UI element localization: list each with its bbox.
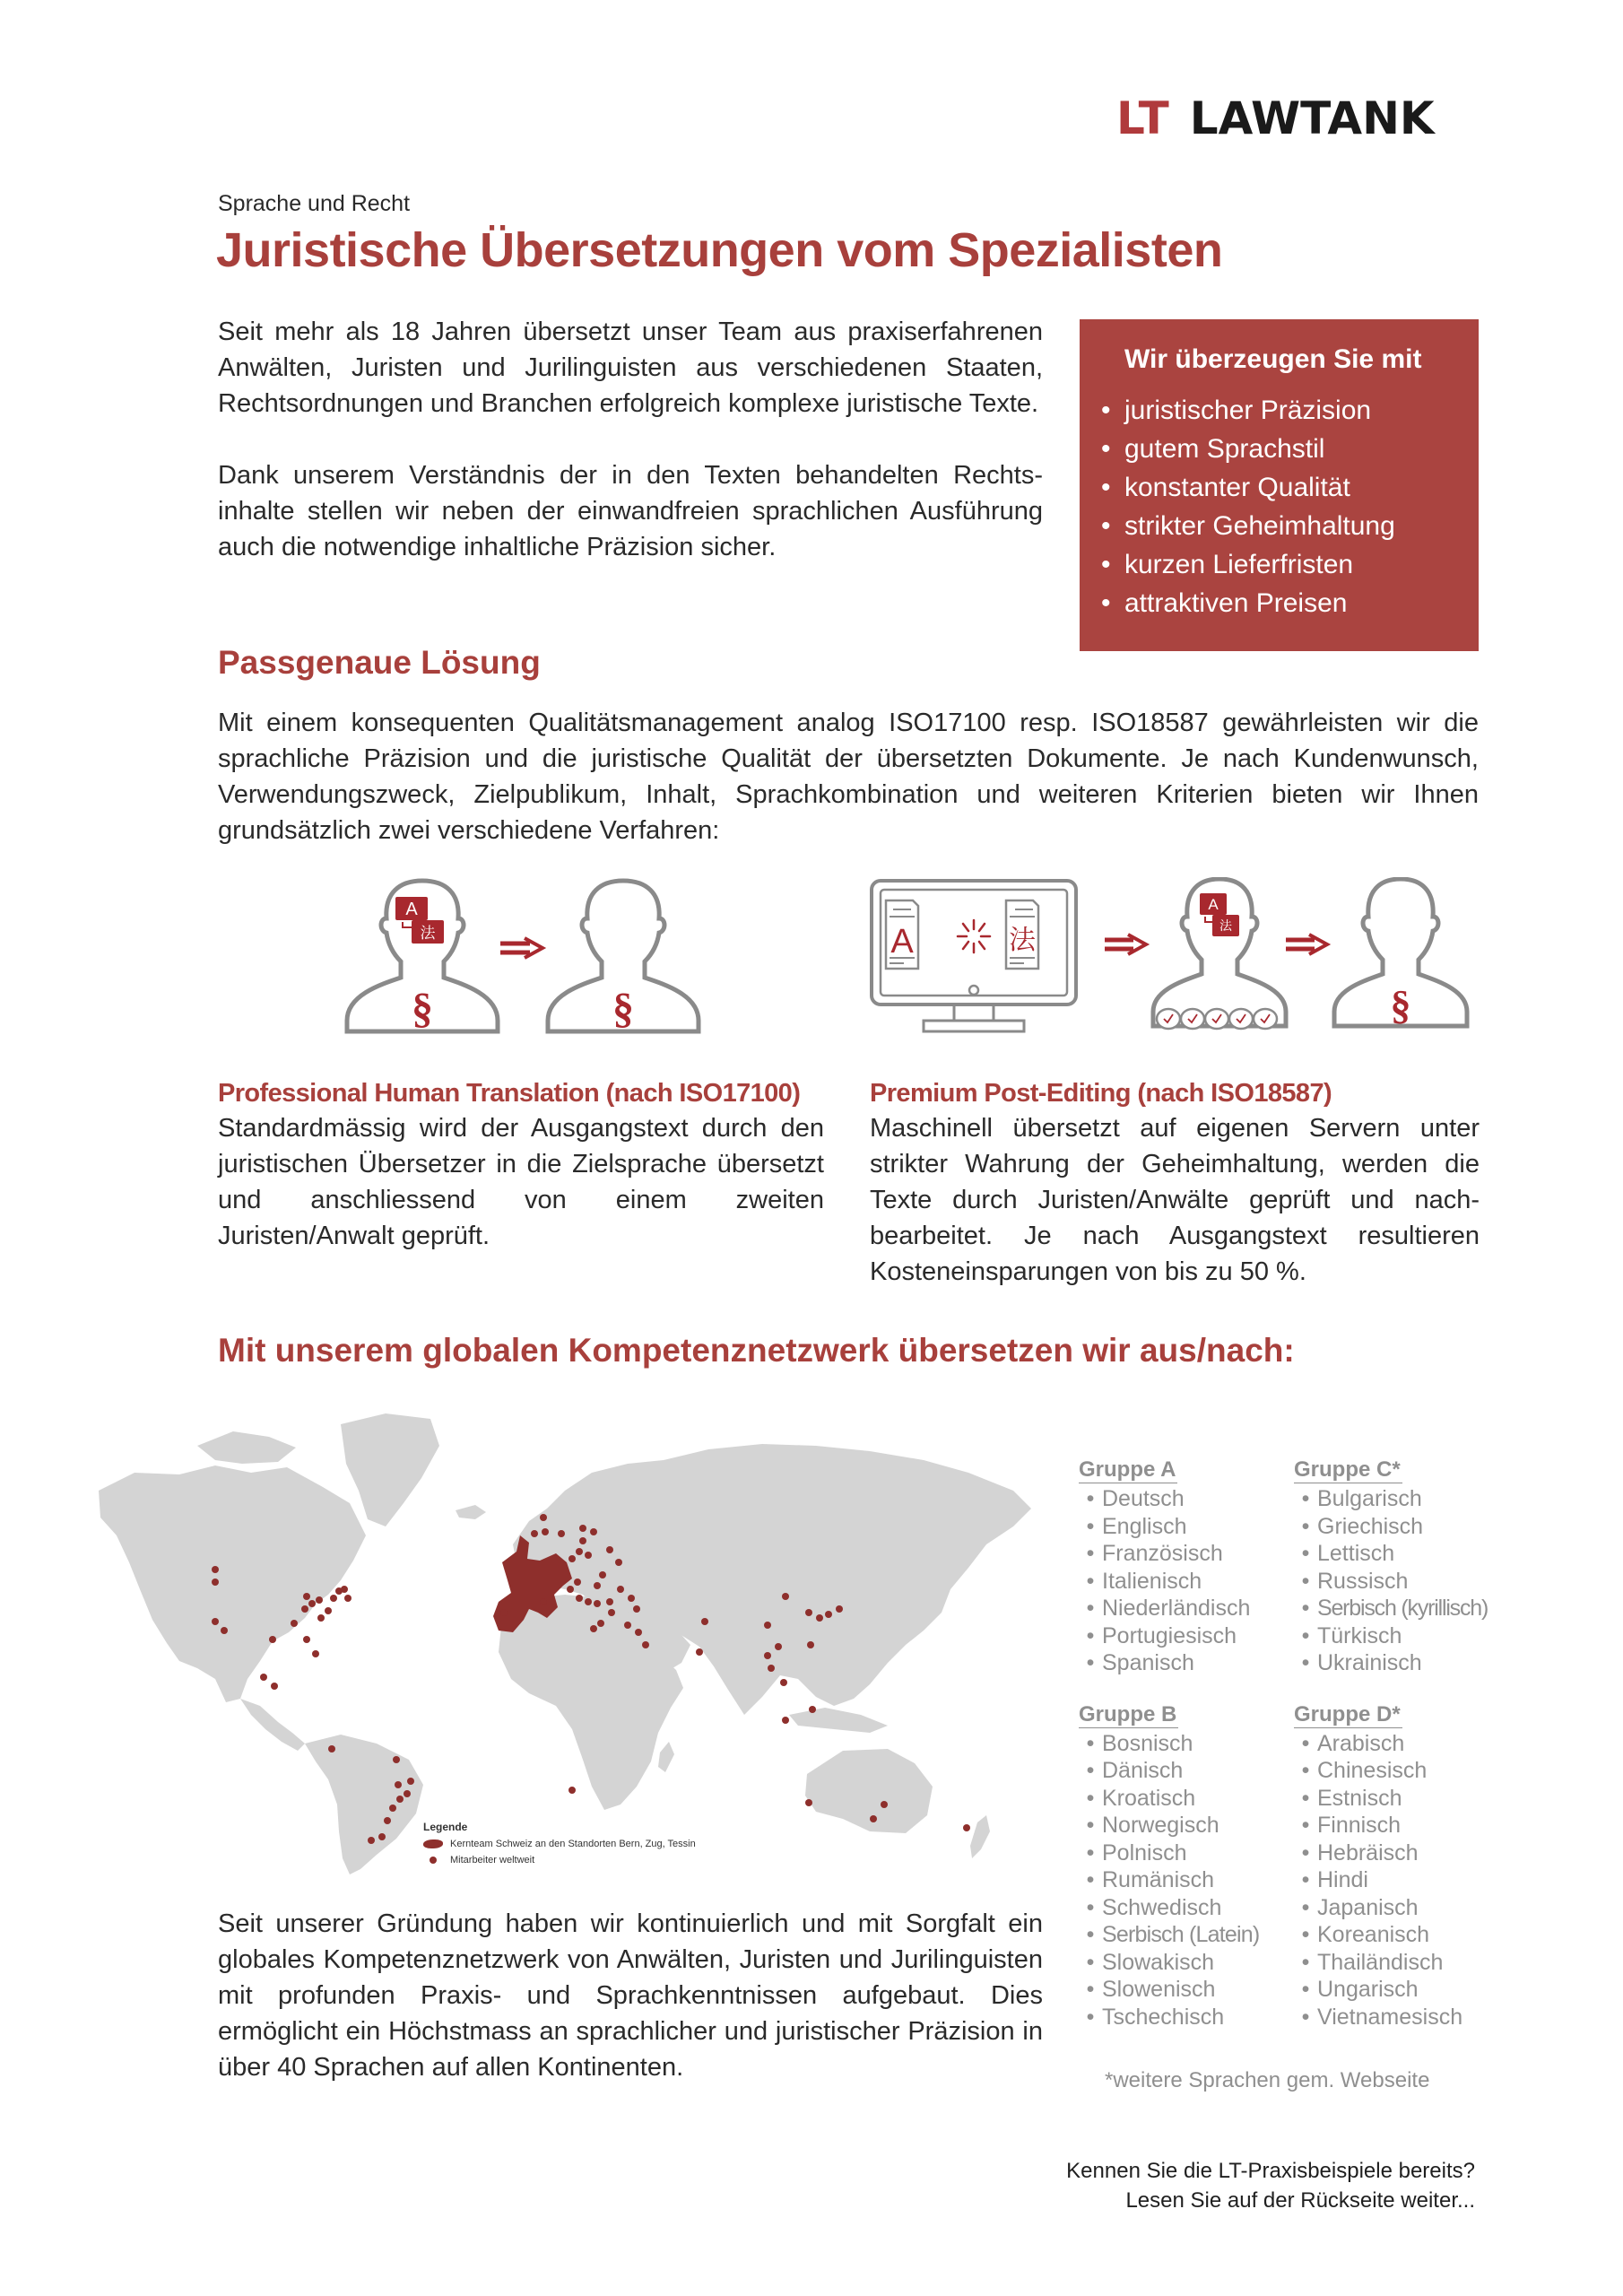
bullet-icon: • — [1301, 2004, 1310, 2030]
language-item: • Türkisch — [1294, 1622, 1500, 1650]
language-item: • Französisch — [1079, 1540, 1294, 1568]
logo-name: LAWTANK — [1189, 92, 1435, 144]
bullet-icon: • — [1101, 588, 1111, 618]
intro-paragraph: Dank unserem Verständnis der in den Texten behandelten Rechtsinhalte stellen wir neben der einwandfreien sprachlichen Ausführung auch die notwendige inhaltliche Präzision sicher. — [218, 461, 1043, 561]
benefit-item: • strikter Geheimhaltung — [1101, 507, 1452, 545]
language-group-b — [1079, 1702, 1294, 2031]
language-item: • Arabisch — [1294, 1730, 1500, 1758]
svg-text:A: A — [405, 900, 418, 919]
bullet-icon: • — [1301, 1785, 1310, 1811]
bullet-icon: • — [1301, 1949, 1310, 1975]
language-item: • Hindi — [1294, 1866, 1500, 1894]
svg-text:法: 法 — [420, 925, 436, 943]
double-arrow-icon — [1286, 935, 1327, 954]
language-item: • Finnisch — [1294, 1812, 1500, 1839]
bullet-icon: • — [1301, 1977, 1310, 2002]
benefits-box — [1080, 319, 1479, 651]
post-editing-pictogram — [868, 877, 1487, 1048]
language-item: • Dänisch — [1079, 1757, 1294, 1785]
region-swatch-icon — [423, 1839, 443, 1848]
language-item: • Bosnisch — [1079, 1730, 1294, 1758]
legend-core-team: Kernteam Schweiz an den Standorten Bern, Zug, Tessin — [423, 1839, 696, 1849]
bullet-icon: • — [1086, 1949, 1095, 1975]
group-title: Gruppe C* — [1294, 1457, 1401, 1482]
translator-person-icon — [347, 881, 498, 1032]
language-item: • Schwedisch — [1079, 1894, 1294, 1922]
bullet-icon: • — [1301, 1758, 1310, 1783]
bullet-icon: • — [1101, 396, 1111, 425]
bullet-icon: • — [1086, 1839, 1095, 1866]
bullet-icon: • — [1301, 1568, 1310, 1594]
method-title: Professional Human Translation (nach ISO17100) — [218, 1079, 801, 1108]
svg-text:§: § — [1390, 982, 1411, 1028]
language-item: • Griechisch — [1294, 1513, 1500, 1541]
language-item: • Serbisch (Latein) — [1079, 1921, 1294, 1949]
language-item: • Chinesisch — [1294, 1757, 1500, 1785]
bullet-icon: • — [1301, 1513, 1310, 1539]
svg-text:A: A — [890, 923, 914, 961]
continents — [99, 1413, 1031, 1874]
language-item: • Vietnamesisch — [1294, 2004, 1500, 2031]
bullet-icon: • — [1086, 1758, 1095, 1783]
svg-text:A: A — [1208, 896, 1219, 913]
svg-text:§: § — [412, 985, 433, 1032]
bullet-icon: • — [1086, 2004, 1095, 2030]
bullet-icon: • — [1086, 1596, 1095, 1621]
bullet-icon: • — [1301, 1730, 1310, 1756]
benefits-list — [1101, 391, 1452, 622]
bullet-icon: • — [1086, 1867, 1095, 1892]
spinner-icon — [958, 920, 990, 952]
benefit-item: • gutem Sprachstil — [1101, 430, 1452, 468]
human-translation-pictogram — [336, 877, 713, 1048]
location-dot-icon — [430, 1857, 437, 1864]
bullet-icon: • — [1086, 1977, 1095, 2002]
double-arrow-icon — [500, 938, 542, 958]
computer-translation-icon — [872, 881, 1076, 1031]
reviewer-person-icon — [548, 881, 699, 1032]
bullet-icon: • — [1101, 434, 1111, 464]
footer-line: Kennen Sie die LT-Praxisbeispiele bereits? — [1066, 2159, 1475, 2183]
svg-text:法: 法 — [1219, 919, 1232, 934]
benefit-item: • konstanter Qualität — [1101, 468, 1452, 507]
bullet-icon: • — [1086, 1622, 1095, 1648]
bullet-icon: • — [1301, 1622, 1310, 1648]
network-heading: Mit unserem globalen Kompetenznetzwerk übersetzen wir aus/nach: — [218, 1332, 1295, 1369]
language-item: • Estnisch — [1294, 1785, 1500, 1813]
footer-line: Lesen Sie auf der Rückseite weiter... — [1125, 2188, 1475, 2213]
languages-footnote: *weitere Sprachen gem. Webseite — [1105, 2068, 1430, 2092]
bullet-icon: • — [1101, 473, 1111, 502]
bullet-icon: • — [1101, 550, 1111, 579]
language-item: • Bulgarisch — [1294, 1485, 1500, 1513]
bullet-icon: • — [1086, 1650, 1095, 1675]
language-item: • Deutsch — [1079, 1485, 1294, 1513]
benefit-item: • attraktiven Preisen — [1101, 584, 1452, 622]
group-title: Gruppe D* — [1294, 1701, 1401, 1726]
bullet-icon: • — [1301, 1541, 1310, 1566]
bullet-icon: • — [1086, 1785, 1095, 1811]
method-description: Standardmässig wird der Ausgangstext durch den juristischen Übersetzer in die Zielsprache übersetzt und anschliessend von einem zweiten Juristen/Anwalt geprüft. — [218, 1114, 824, 1250]
language-item: • Slowenisch — [1079, 1976, 1294, 2004]
logo-mark: LT — [1116, 92, 1170, 144]
language-item: • Hebräisch — [1294, 1839, 1500, 1867]
language-group-c — [1294, 1457, 1500, 1677]
language-item: • Thailändisch — [1294, 1949, 1500, 1977]
bullet-icon: • — [1301, 1894, 1310, 1920]
bullet-icon: • — [1086, 1513, 1095, 1539]
bullet-icon: • — [1301, 1813, 1310, 1838]
language-item: • Slowakisch — [1079, 1949, 1294, 1977]
language-group-d — [1294, 1702, 1500, 2031]
intro-paragraph: Seit mehr als 18 Jahren übersetzt unser Team aus praxiserfahrenen Anwälten, Juristen und Jurilinguisten aus verschiedenen Staaten, Rechtsordnungen und Branchen erfolgreich komplexe juristische Texte. — [218, 317, 1043, 418]
bullet-icon: • — [1301, 1922, 1310, 1947]
language-item: • Italienisch — [1079, 1568, 1294, 1596]
language-item: • Lettisch — [1294, 1540, 1500, 1568]
language-item: • Rumänisch — [1079, 1866, 1294, 1894]
checkmark-icons — [1157, 1009, 1277, 1029]
language-item: • Japanisch — [1294, 1894, 1500, 1922]
page-title: Juristische Übersetzungen vom Spezialisten — [216, 223, 1223, 277]
bullet-icon: • — [1301, 1867, 1310, 1892]
benefit-item: • juristischer Präzision — [1101, 391, 1452, 430]
method-post-editing — [870, 1079, 1480, 1290]
benefits-title: Wir überzeugen Sie mit — [1124, 344, 1422, 374]
language-item: • Koreanisch — [1294, 1921, 1500, 1949]
bullet-icon: • — [1101, 511, 1111, 541]
bullet-icon: • — [1086, 1813, 1095, 1838]
legend-staff: Mitarbeiter weltweit — [423, 1855, 696, 1866]
solution-text: Mit einem konsequenten Qualitätsmanagement analog ISO17100 resp. ISO18587 gewährleisten wir die sprachliche Präzision und die juristische Qualität der übersetzten Dokumente. Je nach Kundenwunsch, Verwendungszweck, Zielpublikum, Inhalt, Sprachkombination und weiteren Kriterien bieten wir Ihnen grundsätzlich zwei verschiedene Verfahren: — [218, 709, 1479, 845]
group-title: Gruppe B — [1079, 1701, 1177, 1726]
language-item: • Tschechisch — [1079, 2004, 1294, 2031]
language-item: • Spanisch — [1079, 1649, 1294, 1677]
method-human-translation — [218, 1079, 824, 1254]
svg-text:§: § — [612, 985, 634, 1032]
footer-teaser — [1066, 2156, 1475, 2215]
benefit-item: • kurzen Lieferfristen — [1101, 545, 1452, 584]
bullet-icon: • — [1086, 1730, 1095, 1756]
solution-heading: Passgenaue Lösung — [218, 644, 541, 681]
bullet-icon: • — [1086, 1541, 1095, 1566]
world-map — [81, 1410, 1058, 1876]
network-text: Seit unserer Gründung haben wir kontinuierlich und mit Sorgfalt ein globales Kompetenznetzwerk von Anwälten, Juristen und Jurilinguisten mit profunden Praxis- und Sprachkenntnissen aufgebaut. Dies ermöglicht ein Höchstmass an sprachlicher und juristischer Präzision in über 40 Sprachen auf allen Kontinenten. — [218, 1909, 1043, 2082]
reviewer-person-icon — [1334, 879, 1467, 1028]
language-item: • Englisch — [1079, 1513, 1294, 1541]
lawtank-logo — [1116, 92, 1435, 144]
bullet-icon: • — [1086, 1568, 1095, 1594]
language-item: • Polnisch — [1079, 1839, 1294, 1867]
bullet-icon: • — [1086, 1922, 1095, 1947]
language-item: • Norwegisch — [1079, 1812, 1294, 1839]
language-groups — [1079, 1457, 1500, 2031]
double-arrow-icon — [1105, 935, 1146, 954]
language-item: • Portugiesisch — [1079, 1622, 1294, 1650]
bullet-icon: • — [1301, 1596, 1310, 1621]
method-description: Maschinell übersetzt auf eigenen Servern unter strikter Wahrung der Geheimhaltung, werden die Texte durch Juristen/Anwälte geprüft und nachbearbeitet. Je nach Ausgangstext resultieren Kosteneinsparungen von bis zu 50 %. — [870, 1114, 1480, 1286]
bullet-icon: • — [1086, 1894, 1095, 1920]
language-item: • Niederländisch — [1079, 1595, 1294, 1622]
bullet-icon: • — [1301, 1839, 1310, 1866]
intro-text — [218, 314, 1043, 565]
method-title: Premium Post-Editing (nach ISO18587) — [870, 1079, 1332, 1108]
language-item: • Kroatisch — [1079, 1785, 1294, 1813]
kicker: Sprache und Recht — [218, 191, 411, 216]
bullet-icon: • — [1301, 1486, 1310, 1511]
post-editor-person-icon — [1153, 879, 1286, 1029]
language-group-a — [1079, 1457, 1294, 1677]
group-title: Gruppe A — [1079, 1457, 1176, 1482]
language-item: • Ungarisch — [1294, 1976, 1500, 2004]
language-item: • Ukrainisch — [1294, 1649, 1500, 1677]
svg-text:法: 法 — [1009, 925, 1036, 956]
legend-title: Legende — [423, 1821, 468, 1833]
map-legend — [423, 1821, 696, 1871]
bullet-icon: • — [1301, 1650, 1310, 1675]
language-item: • Serbisch (kyrillisch) — [1294, 1595, 1500, 1622]
language-item: • Russisch — [1294, 1568, 1500, 1596]
bullet-icon: • — [1086, 1486, 1095, 1511]
